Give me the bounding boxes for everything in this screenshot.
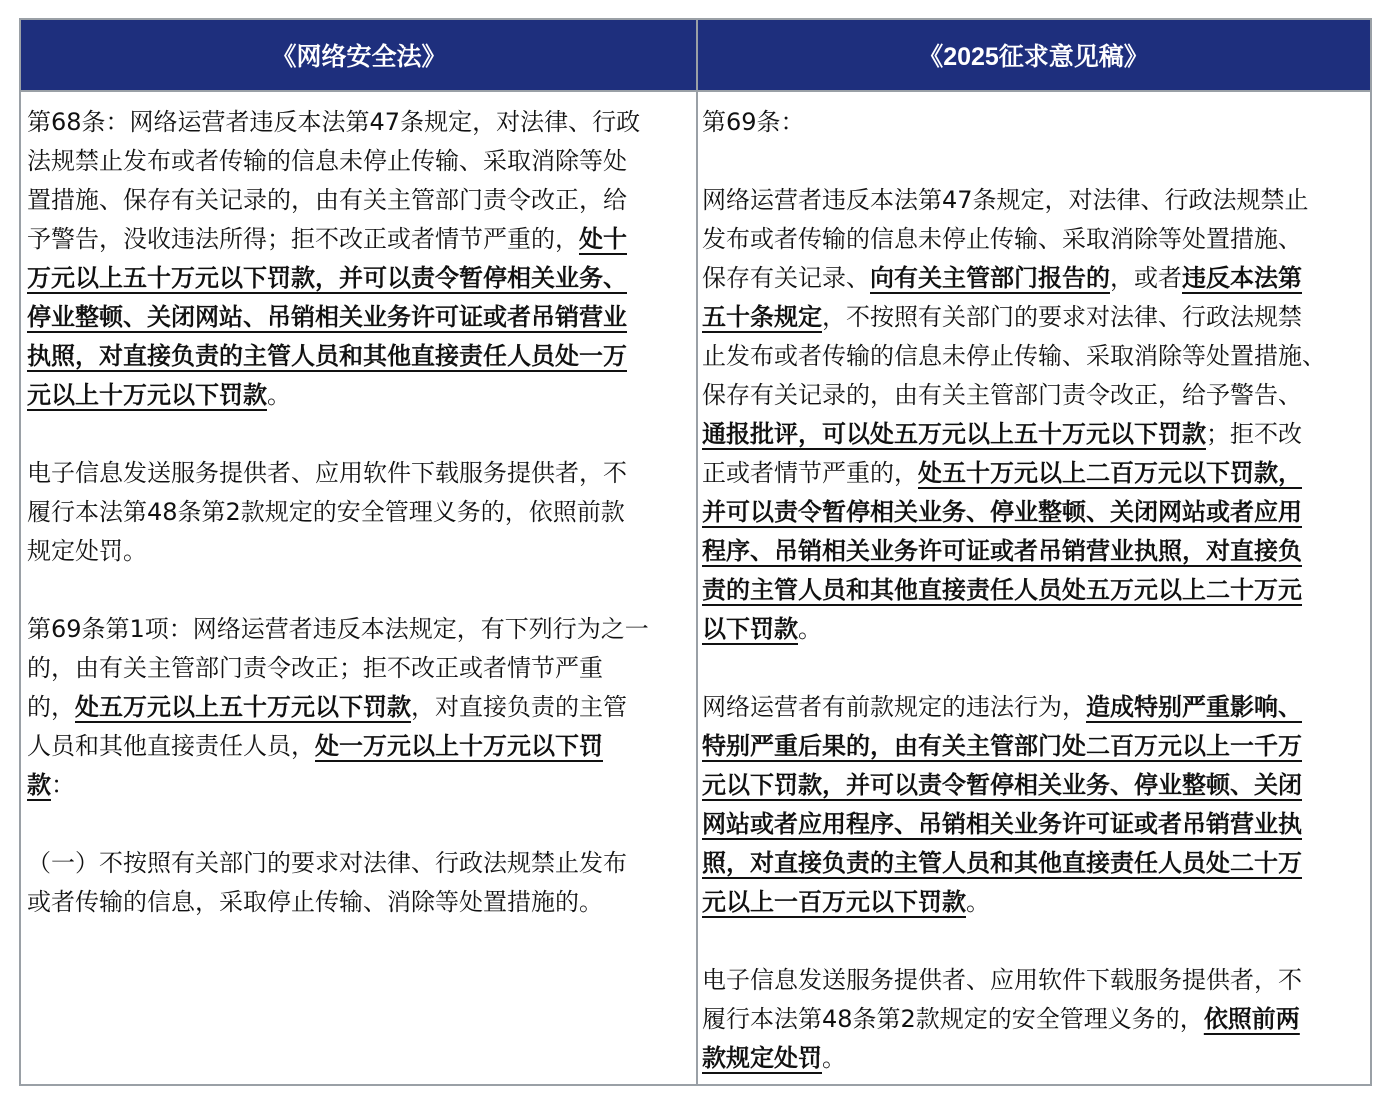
highlighted-change: 向有关主管部门报告的: [870, 264, 1110, 292]
highlighted-change: 特别严重后果的，由有关主管部门处二百万元以上一千万: [702, 732, 1302, 760]
paragraph-gap: [27, 571, 693, 610]
text-line: [27, 220, 693, 259]
text-line: [702, 844, 1354, 883]
text-line: [27, 259, 693, 298]
highlighted-penalty: 停业整顿、关闭网站、吊销相关业务许可证或者吊销营业: [27, 303, 627, 331]
text-line: 规定处罚。: [27, 537, 147, 565]
text-span: 的，: [27, 693, 75, 721]
header-2025-draft: 《2025征求意见稿》: [697, 20, 1370, 90]
text-span: 。: [798, 615, 822, 643]
text-span: 网络运营者有前款规定的违法行为，: [702, 693, 1086, 721]
paragraph-gap: [27, 805, 693, 844]
text-line: 止发布或者传输的信息未停止传输、采取消除等处置措施、: [702, 342, 1326, 370]
text-span: ，对直接负责的主管: [411, 693, 627, 721]
highlighted-change: 程序、吊销相关业务许可证或者吊销营业执照，对直接负: [702, 537, 1302, 565]
text-line: 的，由有关主管部门责令改正；拒不改正或者情节严重: [27, 654, 603, 682]
text-line: [702, 766, 1354, 805]
text-line: 保存有关记录的，由有关主管部门责令改正，给予警告、: [702, 381, 1302, 409]
highlighted-penalty: 处十: [579, 225, 627, 253]
text-line: 或者传输的信息，采取停止传输、消除等处置措施的。: [27, 888, 603, 916]
highlighted-change: 依照前两: [1203, 1005, 1300, 1033]
right-column-text: [702, 103, 1354, 1078]
highlighted-change: 责的主管人员和其他直接责任人员处五万元以上二十万元: [702, 576, 1302, 604]
highlighted-change: 五十条规定: [702, 303, 822, 331]
text-span: 。: [822, 1044, 846, 1072]
highlighted-change: 款规定处罚: [702, 1044, 822, 1072]
highlighted-penalty: 处五万元以上五十万元以下罚款: [75, 693, 411, 721]
highlighted-penalty: 执照，对直接负责的主管人员和其他直接责任人员处一万: [27, 342, 627, 370]
text-span: 。: [267, 381, 291, 409]
highlighted-change: 照，对直接负责的主管人员和其他直接责任人员处二十万: [702, 849, 1302, 877]
text-line: 法规禁止发布或者传输的信息未停止传输、采取消除等处: [27, 147, 627, 175]
text-line: [27, 337, 693, 376]
highlighted-change: 处五十万元以上二百万元以下罚款，: [918, 459, 1302, 487]
text-span: 履行本法第48条第2款规定的安全管理义务的，: [702, 1005, 1204, 1033]
highlighted-change: 网站或者应用程序、吊销相关业务许可证或者吊销营业执: [702, 810, 1302, 838]
text-span: ，不按照有关部门的要求对法律、行政法规禁: [822, 303, 1302, 331]
text-line: [702, 610, 1354, 649]
text-span: 正或者情节严重的，: [702, 459, 918, 487]
text-line: 发布或者传输的信息未停止传输、采取消除等处置措施、: [702, 225, 1302, 253]
text-span: 。: [966, 888, 990, 916]
text-line: [27, 298, 693, 337]
text-span: 人员和其他直接责任人员，: [27, 732, 315, 760]
text-line: [27, 688, 693, 727]
text-line: [27, 376, 693, 415]
column-divider: [696, 20, 698, 1084]
highlighted-penalty: 款: [27, 771, 51, 799]
text-line: [702, 454, 1354, 493]
paragraph-gap: [27, 415, 693, 454]
paragraph-gap: [702, 922, 1354, 961]
highlighted-change: 并可以责令暂停相关业务、停业整顿、关闭网站或者应用: [702, 498, 1302, 526]
text-line: [702, 805, 1354, 844]
text-span: 保存有关记录、: [702, 264, 870, 292]
highlighted-change: 元以下罚款，并可以责令暂停相关业务、停业整顿、关闭: [702, 771, 1302, 799]
highlighted-penalty: 处一万元以上十万元以下罚: [315, 732, 603, 760]
text-line: [27, 727, 693, 766]
text-line: [702, 1000, 1354, 1039]
text-line: [702, 493, 1354, 532]
comparison-table: [19, 18, 1372, 1086]
text-line: [702, 688, 1354, 727]
text-span: ：: [51, 771, 75, 799]
header-divider: [21, 90, 1370, 92]
text-line: 电子信息发送服务提供者、应用软件下载服务提供者，不: [27, 459, 627, 487]
text-line: 网络运营者违反本法第47条规定，对法律、行政法规禁止: [702, 186, 1309, 214]
paragraph-gap: [702, 142, 1354, 181]
text-line: [702, 259, 1354, 298]
text-line: [27, 766, 693, 805]
highlighted-change: 通报批评，可以处五万元以上五十万元以下罚款: [702, 420, 1206, 448]
text-line: 第69条：: [702, 108, 805, 136]
text-line: [702, 415, 1354, 454]
header-cybersecurity-law: 《网络安全法》: [21, 20, 697, 90]
highlighted-change: 违反本法第: [1182, 264, 1302, 292]
text-line: [702, 727, 1354, 766]
text-line: [702, 1039, 1354, 1078]
highlighted-change: 以下罚款: [702, 615, 798, 643]
text-line: 置措施、保存有关记录的，由有关主管部门责令改正，给: [27, 186, 627, 214]
text-line: 履行本法第48条第2款规定的安全管理义务的，依照前款: [27, 498, 625, 526]
text-line: 第68条：网络运营者违反本法第47条规定，对法律、行政: [27, 108, 641, 136]
text-line: [702, 571, 1354, 610]
highlighted-penalty: 万元以上五十万元以下罚款，并可以责令暂停相关业务、: [27, 264, 627, 292]
text-line: 电子信息发送服务提供者、应用软件下载服务提供者，不: [702, 966, 1302, 994]
text-line: [702, 532, 1354, 571]
text-line: 第69条第1项：网络运营者违反本法规定，有下列行为之一: [27, 615, 649, 643]
highlighted-penalty: 元以上十万元以下罚款: [27, 381, 267, 409]
paragraph-gap: [702, 649, 1354, 688]
text-line: [702, 883, 1354, 922]
text-span: ；拒不改: [1206, 420, 1302, 448]
left-column-text: [27, 103, 693, 922]
highlighted-change: 元以上一百万元以下罚款: [702, 888, 966, 916]
text-span: 予警告，没收违法所得；拒不改正或者情节严重的，: [27, 225, 579, 253]
text-span: ，或者: [1110, 264, 1182, 292]
text-line: （一）不按照有关部门的要求对法律、行政法规禁止发布: [27, 849, 627, 877]
text-line: [702, 298, 1354, 337]
highlighted-change: 造成特别严重影响、: [1086, 693, 1302, 721]
